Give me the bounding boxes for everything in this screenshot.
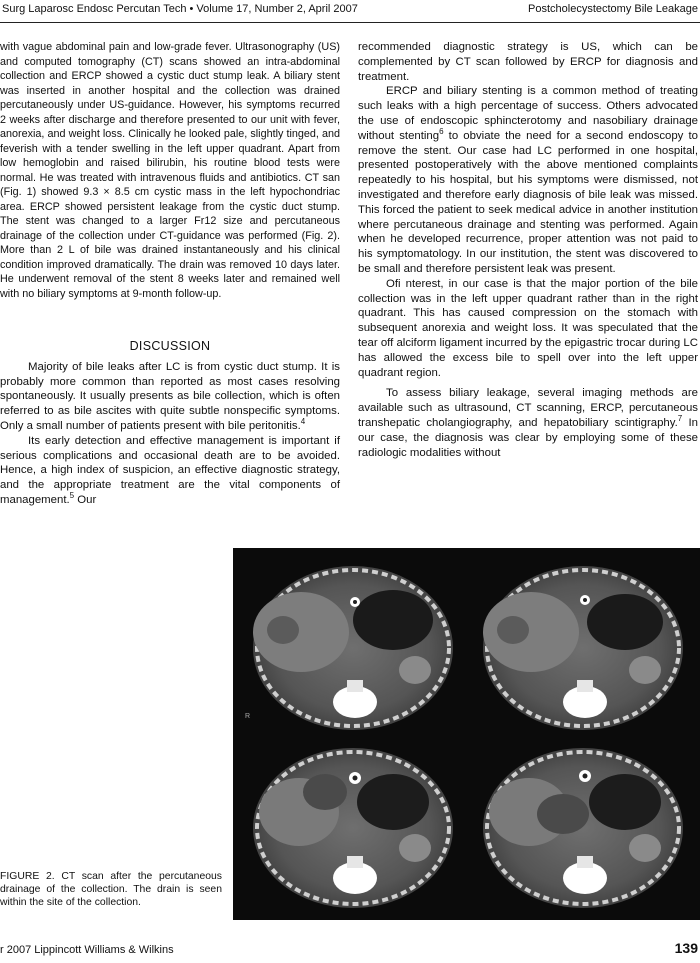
right-paragraph-2 (358, 84, 698, 276)
ct-slice-top-right (483, 566, 683, 730)
left-column (0, 40, 340, 508)
journal-citation: Surg Laparosc Endosc Percutan Tech • Volume 17, Number 2, April 2007 (2, 3, 358, 15)
page-number: 139 (674, 940, 698, 956)
discussion-text-2-tail: Our (74, 493, 97, 506)
right-text-2b: to obviate the need for a second endoscopy to remove the stent. Our case had LC performed in one hospital, presented postoperatively with the above mentioned complaints repeatedly to his hospital, but his symptoms were dismissed, not investigated and therefore early diagnosis of bile leak was missed. This forced the patient to seek medical advice in another institution where percutaneous drainage and stenting was performed. Again when he developed recurrence, proper attention was not paid to his symptomatology. In our institution, the stent was discovered to be small and therefore persistent leak was present. (358, 129, 698, 275)
running-head (0, 0, 700, 23)
reference-7: 7 (677, 414, 683, 424)
discussion-text-2: Its early detection and effective management is important if serious complications and occasional death are to be avoided. Hence, a high index of suspicion, an effective diagnostic strategy, and the appropriate treatment are the vital components of management. (0, 434, 340, 506)
right-text-4b: In our case, the diagnosis was clear by employing some of these radiologic modalities without (358, 416, 698, 459)
right-text-4a: To assess biliary leakage, several imaging methods are available such as ultrasound, CT scanning, ERCP, percutaneous transhepatic cholangiography, and hepatobiliary scintigraphy. (358, 387, 698, 429)
discussion-heading: DISCUSSION (129, 339, 211, 353)
running-title: Postcholecystectomy Bile Leakage (528, 3, 698, 15)
ct-scan-images (233, 548, 700, 920)
right-paragraph-1: recommended diagnostic strategy is US, which can be complemented by CT scan followed by ERCP for diagnosis and treatment. (358, 41, 698, 83)
ct-slice-bottom-right (483, 748, 683, 908)
copyright-line: r 2007 Lippincott Williams & Wilkins (0, 944, 174, 956)
figure-caption: FIGURE 2. CT scan after the percutaneous drainage of the collection. The drain is seen within the site of the collection. (0, 871, 222, 908)
ct-slice-bottom-left (253, 748, 453, 908)
right-column (358, 40, 698, 460)
discussion-paragraph-2 (0, 434, 340, 508)
panel-marker-r: R (245, 713, 251, 720)
right-text-2a: ERCP and biliary stenting is a common method of treating such leaks with a high percentage of success. Others advocated the use of endoscopic sphincterotomy and nasobiliary drainage without stenting (358, 85, 698, 142)
reference-6: 6 (439, 126, 444, 136)
right-paragraph-4 (358, 386, 698, 460)
right-paragraph-3: Ofi nterest, in our case is that the major portion of the bile collection was in the left upper quadrant rather than in the right quadrant. This has caused compression on the stomach with subsequent anorexia and weight loss. It was speculated that the tear off alciform ligament incurred by the epigastric trocar during LC has allowed the excess bile to spell over into the left upper quadrant region. (358, 277, 698, 379)
case-report-paragraph: with vague abdominal pain and low-grade fever. Ultrasonography (US) and computed tomography (CT) scans showed an intra-abdominal collection and ERCP showed a cystic duct stump leak. A biliary stent was inserted in another hospital and the collection was drained percutaneously under US-guidance. However, his symptoms recurred 2 weeks after discharge and therefore presented to our unit with fever, anorexia, and weight loss. Clinically he looked pale, slightly tinged, and feverish with a tender swelling in the left upper quadrant. Apart from low hemoglobin and raised bilirubin, his routine blood tests were normal. He was treated with intravenous fluids and antibiotics. CT san (Fig. 1) showed 9.3 × 8.5 cm cystic mass in the left hypochondriac area. ERCP showed persistent leakage from the cystic duct stump. The stent was changed to a larger Fr12 size and percutaneous drainage of the collection under CT-guidance was performed (Fig. 2). More than 2 L of bile was drained instantaneously and his clinical condition improved dramatically. The drain was removed 10 days later. He underwent removal of the stent 8 weeks later and remained well with no biliary symptoms at 9-month follow-up. (0, 41, 340, 300)
discussion-text-1: Majority of bile leaks after LC is from cystic duct stump. It is probably more common than reported as most cases resolving spontaneously. It usually presents as bile collection, which is often referred to as bile ascites with quite subtle nonspecific symptoms. Only a small number of patients present with bile peritonitis. (0, 360, 340, 432)
reference-5: 5 (69, 491, 75, 501)
ct-scan-figure (233, 548, 700, 920)
reference-4: 4 (300, 417, 306, 427)
discussion-paragraph-1 (0, 360, 340, 434)
